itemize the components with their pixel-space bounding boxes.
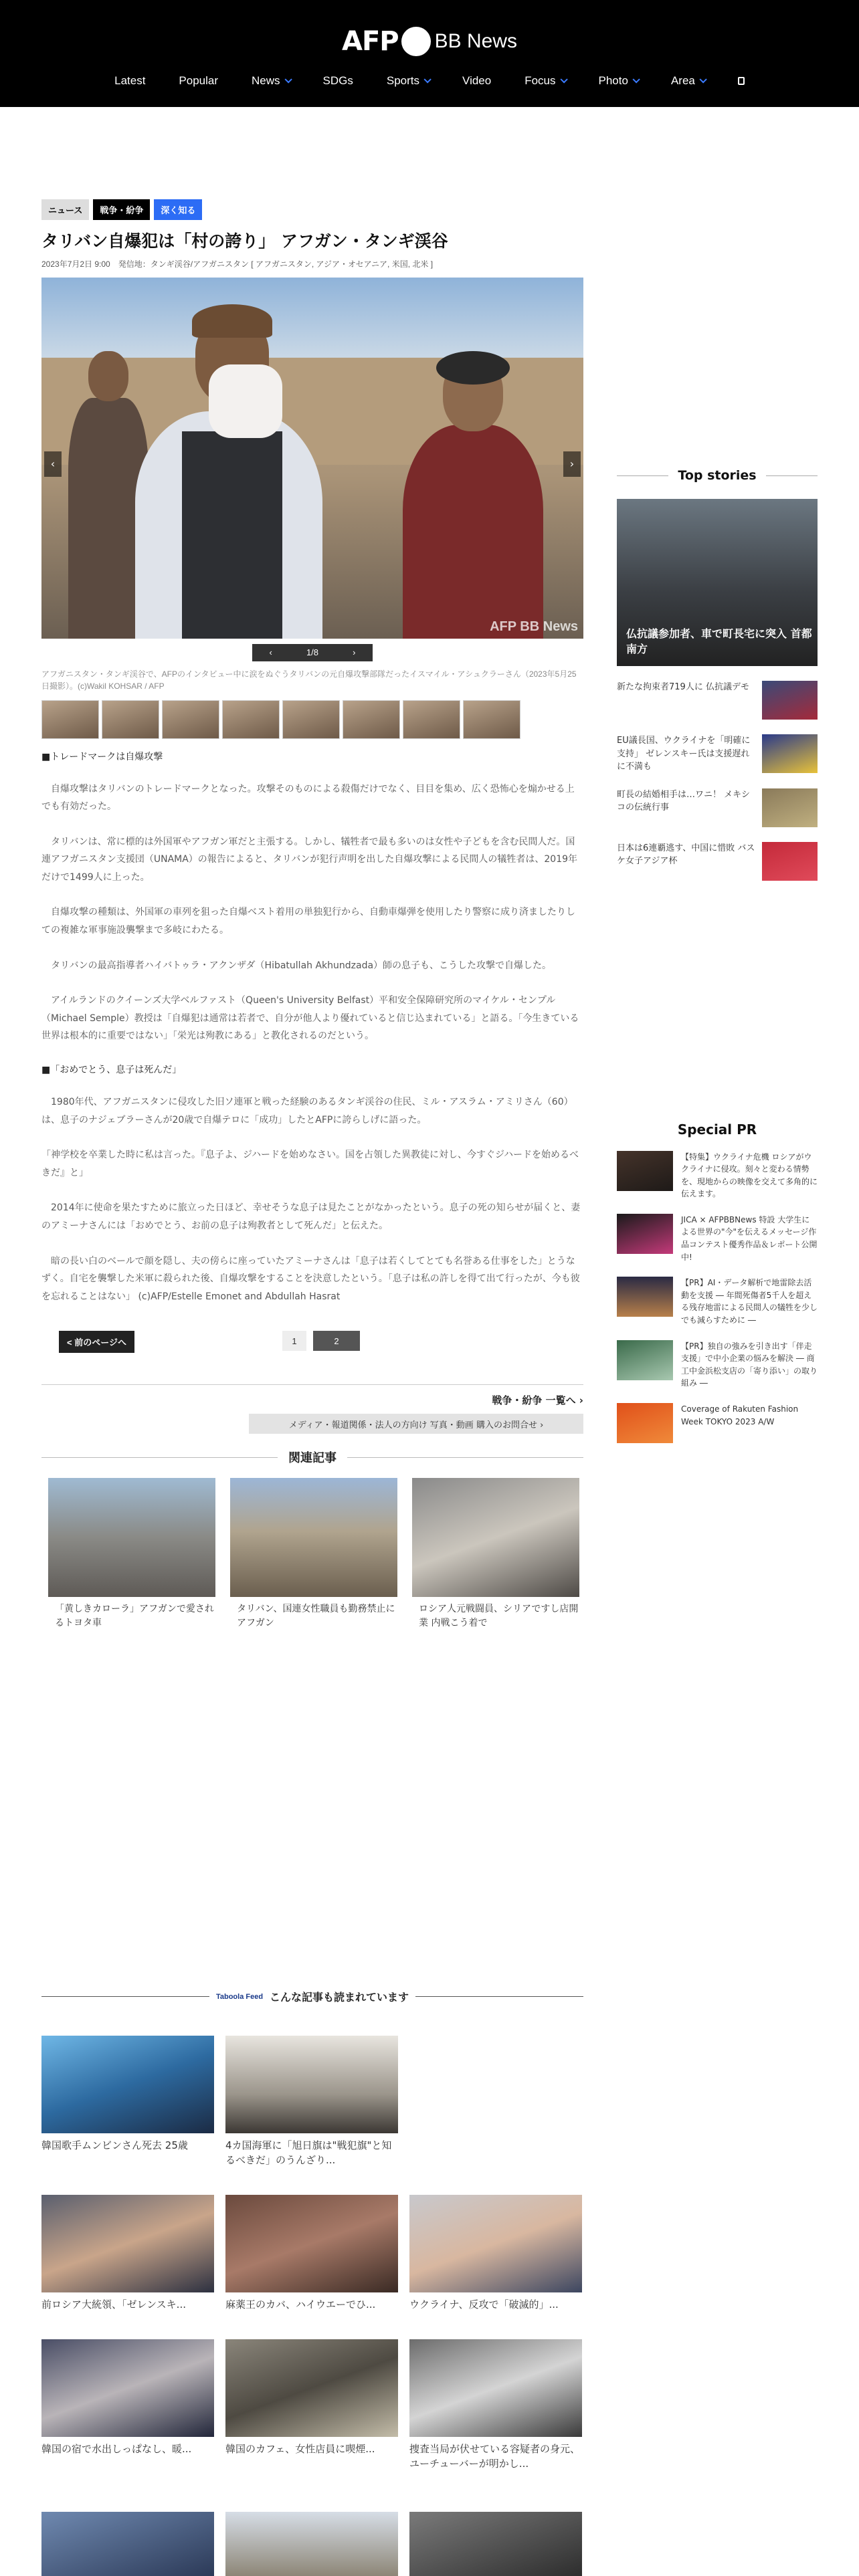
prev-page-button[interactable]: < 前のページへ <box>59 1331 134 1353</box>
photo-person-right <box>396 358 543 639</box>
article-paragraph: 「神学校を卒業した時に私は言った。『息子よ、ジハードを始めなさい。国を占領した異教徒に対し、今すぐジハードを始めるべきだ』と」 <box>41 1150 579 1178</box>
taboola-heading <box>41 1989 583 2004</box>
tag-deep[interactable]: 深く知る <box>154 199 202 220</box>
taboola-image <box>225 2339 398 2437</box>
nav-photo[interactable]: Photo <box>582 71 654 91</box>
taboola-card[interactable] <box>225 2339 398 2472</box>
top-story-image <box>762 681 818 720</box>
taboola-row <box>41 2339 583 2472</box>
related-articles <box>41 1478 583 1630</box>
thumbnail[interactable] <box>463 700 520 739</box>
pr-image <box>617 1403 673 1443</box>
taboola-text: 韓国の宿で水出しっぱなし、暖... <box>41 2443 192 2455</box>
chevron-down-icon <box>560 76 567 83</box>
taboola-card[interactable] <box>409 2339 582 2472</box>
taboola-image <box>225 2512 398 2576</box>
chevron-down-icon <box>699 76 706 83</box>
taboola-row <box>41 2512 583 2576</box>
article-paragraph: タリバンは、常に標的は外国軍やアフガン軍だと主張する。しかし、犠牲者で最も多いのは女性や子どもを含む民間人だ。国連アフガニスタン支援団（UNAMA）の報告によると、タリバンが犯行声明を出した自爆攻撃による民間人の犠牲者は、2019年だけで1499人に上った。 <box>41 836 578 883</box>
top-story-hero[interactable] <box>617 499 818 666</box>
related-card[interactable] <box>412 1478 579 1630</box>
main-nav <box>0 71 859 91</box>
taboola-image <box>409 2195 582 2292</box>
taboola-title: こんな記事も読まれています <box>270 1991 409 2004</box>
article-paragraph: 自爆攻撃はタリバンのトレードマークとなった。攻撃そのものによる殺傷だけでなく、目目を集め、広く恐怖心を煽かせる上でも有効だった。 <box>41 783 575 813</box>
pr-item[interactable] <box>617 1340 818 1390</box>
article-paragraph: 自爆攻撃の種類は、外国軍の車列を狙った自爆ベスト着用の単独犯行から、自動車爆弾を使用したり警察に成り済ましたりしての複雑な軍事施設襲撃まで多岐にわたる。 <box>41 907 575 936</box>
taboola-row <box>41 2036 583 2168</box>
taboola-card[interactable] <box>225 2512 398 2576</box>
article <box>41 199 583 1630</box>
taboola-card[interactable] <box>225 2036 398 2168</box>
photo-caption: アフガニスタン・タンギ渓谷で、AFPのインタビュー中に涙をぬぐうタリバンの元自爆攻撃部隊だったイスマイル・アシュクラーさん（2023年5月25日撮影）。(c)Wakil KOHSAR / AFP <box>41 669 577 691</box>
pr-image <box>617 1277 673 1317</box>
article-paragraph: 2014年に使命を果たすために旅立った日ほど、幸せそうな息子は見たことがなかったという。息子の死の知らせが届くと、妻のアミーナさんには「おめでとう、お前の息子は殉教者として死んだ」と伝えた。 <box>41 1202 581 1231</box>
taboola-card[interactable] <box>409 2512 582 2576</box>
article-paragraph: タリバンの最高指導者ハイバトゥラ・アクンザダ（Hibatullah Akhundzada）師の息子も、こうした攻撃で自爆した。 <box>41 960 552 971</box>
top-story-image <box>762 734 818 773</box>
section-heading: ■トレードマークは自爆攻撃 <box>41 751 163 762</box>
nav-search[interactable] <box>721 71 761 91</box>
taboola-logo[interactable]: Taboola Feed <box>215 1992 264 2001</box>
taboola-row <box>41 2195 583 2313</box>
taboola-card[interactable] <box>225 2195 398 2313</box>
pr-image <box>617 1151 673 1191</box>
pr-text: 【PR】独自の強みを引き出す「伴走支援」で中小企業の悩みを解決 ― 商工中金浜松支店の「寄り添い」の取り組み ― <box>681 1341 818 1388</box>
photo-pager <box>252 644 373 661</box>
pr-item[interactable] <box>617 1214 818 1263</box>
related-image <box>48 1478 215 1597</box>
taboola-image <box>225 2036 398 2133</box>
photo-next-button[interactable]: › <box>563 451 581 477</box>
tag-news[interactable]: ニュース <box>41 199 89 220</box>
thumbnail[interactable] <box>343 700 400 739</box>
top-story-text: 町長の結婚相手は…ワニ！ メキシコの伝統行事 <box>617 789 751 813</box>
taboola-card[interactable] <box>41 2195 214 2313</box>
top-stories-heading: Top stories <box>617 468 818 483</box>
thumbnail[interactable] <box>282 700 340 739</box>
top-story-hero-text: 仏抗議参加者、車で町長宅に突入 首都南方 <box>626 627 812 655</box>
nav-news[interactable]: News <box>235 71 306 91</box>
photo-watermark: AFP BB News <box>490 619 578 634</box>
related-card[interactable] <box>230 1478 397 1630</box>
related-image <box>230 1478 397 1597</box>
related-text: 「黄しきカローラ」アフガンで愛されるトヨタ車 <box>55 1604 214 1629</box>
related-card[interactable] <box>48 1478 215 1630</box>
related-heading: 関連記事 <box>41 1448 583 1466</box>
divider <box>41 1384 583 1385</box>
thumbnail[interactable] <box>41 700 99 739</box>
category-list-link[interactable]: 戦争・紛争 一覧へ › <box>492 1394 583 1407</box>
taboola-image <box>41 2339 214 2437</box>
article-tags <box>41 199 583 220</box>
sidebar <box>617 468 818 1443</box>
taboola-card[interactable] <box>41 2339 214 2472</box>
logo-dot-icon <box>401 27 431 56</box>
taboola-image <box>409 2339 582 2437</box>
main-photo[interactable] <box>41 278 583 639</box>
nav-sports[interactable]: Sports <box>370 71 446 91</box>
article-title: タリバン自爆犯は「村の誇り」 アフガン・タンギ渓谷 <box>41 231 448 251</box>
article-paragraph: 暗の長い白のベールで顔を隠し、夫の傍らに座っていたアミーナさんは「息子は若くしてとても名誉ある仕事をした」とうなずく。自宅を襲撃した米軍に殺られた後、自爆攻撃をすることを決意したという。「息子は私の許しを得て出て行ったが、今も彼を忘れることはない」 (c)AFP/Estelle Emonet and Abdullah Hasrat <box>41 1255 580 1302</box>
special-pr-heading: Special PR <box>677 1121 757 1138</box>
photo-person-main <box>122 304 322 639</box>
nav-latest[interactable]: Latest <box>114 74 146 87</box>
taboola-text: 韓国のカフェ、女性店員に喫煙... <box>225 2443 375 2455</box>
photo-thumbnails <box>41 700 583 739</box>
taboola-card[interactable] <box>41 2036 214 2168</box>
top-story-text: 新たな拘束者719人に 仏抗議デモ <box>617 682 749 692</box>
top-story-item[interactable] <box>617 734 818 774</box>
top-story-item[interactable] <box>617 842 818 881</box>
pr-item[interactable] <box>617 1403 818 1443</box>
pr-item[interactable] <box>617 1277 818 1326</box>
thumbnail[interactable] <box>403 700 460 739</box>
pr-image <box>617 1214 673 1254</box>
site-header <box>0 0 859 107</box>
thumbnail[interactable] <box>222 700 280 739</box>
taboola-text: 前ロシア大統領、「ゼレンスキ... <box>41 2298 186 2311</box>
related-text: タリバン、国連女性職員も勤務禁止に アフガン <box>237 1604 395 1629</box>
taboola-image <box>41 2195 214 2292</box>
top-story-text: 日本は6連覇逃す、中国に惜敗 バスケ女子アジア杯 <box>617 843 755 866</box>
nav-focus[interactable]: Focus <box>508 71 581 91</box>
tag-war[interactable]: 戦争・紛争 <box>93 199 150 220</box>
page-1-button[interactable]: 1 <box>282 1331 306 1351</box>
related-text: ロシア人元戦闘員、シリアですし店開業 内戦こう着で <box>419 1604 579 1629</box>
pager-prev-icon[interactable]: ‹ <box>269 647 272 657</box>
thumbnail[interactable] <box>102 700 159 739</box>
chevron-down-icon <box>284 76 292 83</box>
pager-next-icon[interactable]: › <box>353 647 356 657</box>
top-story-item[interactable] <box>617 788 818 827</box>
taboola-image <box>225 2195 398 2292</box>
taboola-text: 4カ国海軍に「旭日旗は"戦犯旗"と知るべきだ」のうんざり... <box>225 2139 392 2166</box>
related-image <box>412 1478 579 1597</box>
taboola-card[interactable] <box>409 2195 582 2313</box>
top-story-image <box>762 788 818 827</box>
logo-afp: AFP <box>342 26 399 57</box>
chevron-down-icon <box>423 76 431 83</box>
article-paragraph: アイルランドのクイーンズ大学ベルファスト（Queen's University Belfast）平和安全保障研究所のマイケル・センプル（Michael Semple）教授は「自爆犯は通常は若者で、自分が他人より優れていると信じ込まれている」と語る。「今生きている世界は根本的に重要ではない」「栄光は殉教にある」と教化されるのだという。 <box>41 995 579 1042</box>
nav-popular[interactable]: Popular <box>179 74 219 87</box>
taboola-text: 捜査当局が伏せている容疑者の身元、ユーチューバーが明かし... <box>409 2443 581 2470</box>
nav-video[interactable]: Video <box>462 74 492 87</box>
site-logo[interactable] <box>0 24 859 59</box>
media-inquiry-bar[interactable]: メディア・報道関係・法人の方向け 写真・動画 購入のお問合せ › <box>249 1414 583 1434</box>
search-icon <box>738 77 745 85</box>
top-story-item[interactable] <box>617 681 818 720</box>
taboola-image <box>41 2512 214 2576</box>
photo-prev-button[interactable]: ‹ <box>44 451 62 477</box>
taboola-image <box>409 2512 582 2576</box>
taboola-image <box>41 2036 214 2133</box>
logo-bbnews: BB News <box>434 30 517 52</box>
pr-item[interactable] <box>617 1151 818 1200</box>
pagination <box>41 1331 583 1352</box>
taboola-text: 韓国歌手ムンビンさん死去 25歳 <box>41 2139 188 2151</box>
section-heading: ■「おめでとう、息子は死んだ」 <box>41 1065 182 1076</box>
taboola-text: ウクライナ、反攻で「破滅的」... <box>409 2298 559 2311</box>
pr-text: 【特集】ウクライナ危機 ロシアがウクライナに侵攻。刻々と変わる情勢を、現地からの映像を交えて多角的に伝えます。 <box>681 1152 818 1199</box>
taboola-card[interactable] <box>41 2512 214 2576</box>
thumbnail[interactable] <box>162 700 219 739</box>
nav-area[interactable]: Area <box>654 71 721 91</box>
pr-text: 【PR】AI・データ解析で地雷除去活動を支援 ― 年間死傷者5千人を超える残存地雷による民間人の犠牲を少しでも減らすために ― <box>681 1278 818 1325</box>
pr-text: JICA × AFPBBNews 特設 大学生による世界の"今"を伝えるメッセージ作品コンテスト優秀作品＆レポート公開中! <box>681 1214 818 1262</box>
pr-text: Coverage of Rakuten Fashion Week TOKYO 2023 A/W <box>681 1404 799 1426</box>
page-2-button[interactable]: 2 <box>313 1331 360 1351</box>
article-meta: 2023年7月2日 9:00 発信地：タンギ渓谷/アフガニスタン [ アフガニスタン, アジア・オセアニア, 米国, 北米 ] <box>41 259 434 269</box>
top-story-text: EU議長国、ウクライナを「明確に支持」 ゼレンスキー氏は支援遅れに不満も <box>617 736 751 772</box>
pager-count: 1/8 <box>306 647 319 657</box>
article-paragraph: 1980年代、アフガニスタンに侵攻した旧ソ連軍と戦った経験のあるタンギ渓谷の住民、ミル・アスラム・アミリさん（60）は、息子のナジェブラーさんが20歳で自爆テロに「成功」したとAFPに誇らしげに語った。 <box>41 1097 573 1125</box>
top-story-image <box>762 842 818 881</box>
pr-image <box>617 1340 673 1380</box>
nav-sdgs[interactable]: SDGs <box>322 74 353 87</box>
chevron-down-icon <box>632 76 640 83</box>
taboola-text: 麻薬王のカバ、ハイウエーでひ... <box>225 2298 376 2311</box>
